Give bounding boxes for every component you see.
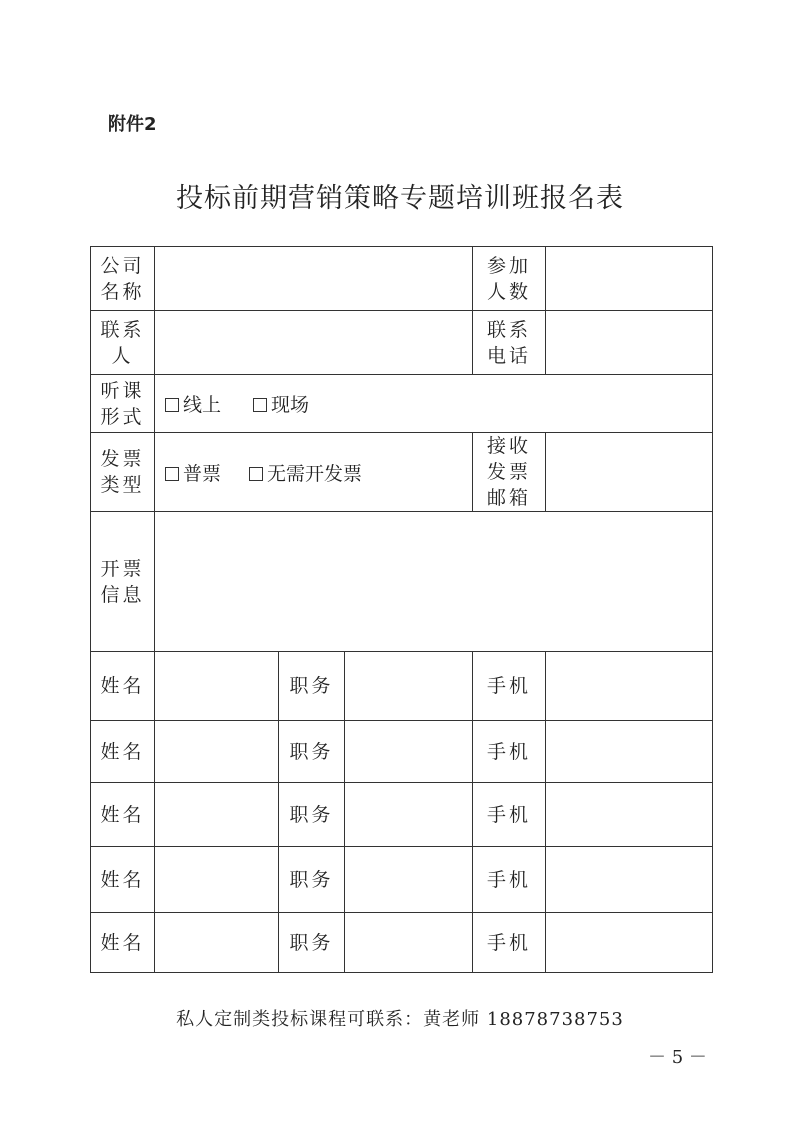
mobile-label: 手机	[473, 783, 546, 847]
position-label: 职务	[279, 913, 345, 973]
no-invoice-option[interactable]: 无需开发票	[249, 463, 362, 485]
mobile-field[interactable]	[546, 913, 713, 973]
mobile-label: 手机	[473, 721, 546, 783]
registration-form	[90, 246, 713, 973]
attendee-row	[91, 847, 713, 913]
attend-mode-label: 听课 形式	[91, 375, 155, 433]
invoice-type-label: 发票 类型	[91, 433, 155, 512]
mobile-label: 手机	[473, 847, 546, 913]
contact-footer: 私人定制类投标课程可联系：黄老师 18878738753	[176, 1009, 624, 1030]
participants-field[interactable]	[546, 247, 713, 311]
onsite-checkbox[interactable]	[253, 398, 267, 412]
mobile-field[interactable]	[546, 847, 713, 913]
attend-mode-options	[155, 375, 713, 433]
attachment-label: 附件2	[108, 114, 157, 135]
position-label: 职务	[279, 783, 345, 847]
invoice-type-options	[155, 433, 473, 512]
contact-label: 联系 人	[91, 311, 155, 375]
name-label: 姓名	[91, 847, 155, 913]
name-field[interactable]	[155, 652, 279, 721]
name-label: 姓名	[91, 783, 155, 847]
name-field[interactable]	[155, 783, 279, 847]
company-name-label: 公司 名称	[91, 247, 155, 311]
normal-invoice-option[interactable]: 普票	[165, 463, 221, 485]
onsite-option[interactable]: 现场	[253, 394, 309, 416]
position-label: 职务	[279, 652, 345, 721]
position-field[interactable]	[345, 783, 473, 847]
name-field[interactable]	[155, 721, 279, 783]
attendee-row	[91, 783, 713, 847]
online-option[interactable]: 线上	[165, 394, 221, 416]
phone-field[interactable]	[546, 311, 713, 375]
mobile-label: 手机	[473, 652, 546, 721]
name-label: 姓名	[91, 721, 155, 783]
name-label: 姓名	[91, 913, 155, 973]
attendee-row	[91, 721, 713, 783]
position-label: 职务	[279, 721, 345, 783]
invoice-info-label: 开票 信息	[91, 512, 155, 652]
phone-label: 联系 电话	[473, 311, 546, 375]
position-field[interactable]	[345, 652, 473, 721]
position-label: 职务	[279, 847, 345, 913]
no-invoice-checkbox[interactable]	[249, 467, 263, 481]
position-field[interactable]	[345, 913, 473, 973]
contact-field[interactable]	[155, 311, 473, 375]
form-title: 投标前期营销策略专题培训班报名表	[176, 183, 624, 214]
participants-label: 参加 人数	[473, 247, 546, 311]
name-label: 姓名	[91, 652, 155, 721]
page-number: － 5 －	[648, 1047, 707, 1068]
mobile-field[interactable]	[546, 721, 713, 783]
name-field[interactable]	[155, 913, 279, 973]
company-name-field[interactable]	[155, 247, 473, 311]
invoice-email-label: 接收 发票 邮箱	[473, 433, 546, 512]
online-checkbox[interactable]	[165, 398, 179, 412]
position-field[interactable]	[345, 721, 473, 783]
position-field[interactable]	[345, 847, 473, 913]
mobile-field[interactable]	[546, 783, 713, 847]
attendee-row	[91, 913, 713, 973]
attendee-row	[91, 652, 713, 721]
invoice-info-field[interactable]	[155, 512, 713, 652]
mobile-label: 手机	[473, 913, 546, 973]
normal-invoice-checkbox[interactable]	[165, 467, 179, 481]
mobile-field[interactable]	[546, 652, 713, 721]
invoice-email-field[interactable]	[546, 433, 713, 512]
name-field[interactable]	[155, 847, 279, 913]
